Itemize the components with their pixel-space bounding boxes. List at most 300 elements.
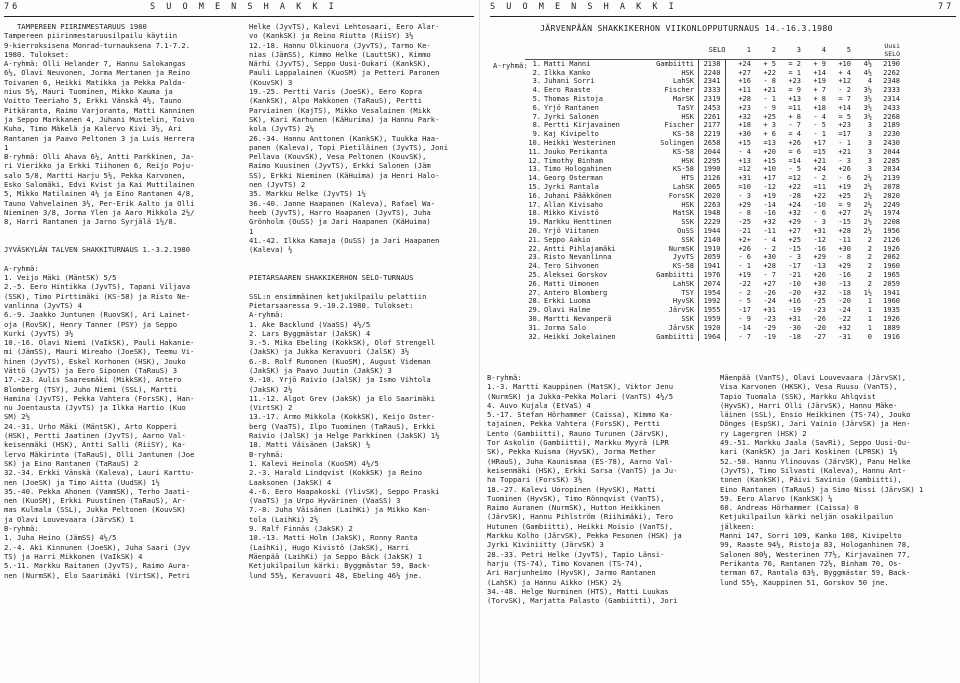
text-line: ry Lagergren (HSK) 2: [720, 428, 807, 438]
table-cell: 3½: [863, 95, 872, 103]
text-line: 1. Ake Backlund (VaaSS) 4½/5: [249, 319, 371, 329]
table-row: [525, 280, 900, 289]
table-row: [525, 245, 900, 254]
table-cell: 17.: [528, 200, 541, 209]
text-line: (HRauS), Juha Kaunismaa (ES-78), Aarno Val-: [487, 456, 674, 466]
table-cell: 2½: [863, 191, 872, 200]
table-cell: HTS: [681, 174, 694, 183]
table-cell: -22: [838, 314, 851, 323]
header-cell: 2: [751, 42, 776, 59]
table-cell: HSK: [681, 68, 694, 77]
table-cell: - 9: [763, 103, 776, 112]
table-cell: +23: [738, 103, 751, 112]
table-row: [525, 86, 900, 95]
table-cell: -20: [788, 288, 801, 297]
text-line: Mäenpää (VanTS), Olavi Louvevaara (JärvSK),: [720, 373, 907, 382]
table-cell: +32: [763, 218, 776, 227]
header-cell: Uusi SELO: [872, 42, 900, 59]
table-cell: - 2: [738, 288, 751, 297]
text-line: 1980. Tulokset:: [4, 49, 69, 59]
table-cell: 29.: [528, 306, 541, 315]
table-cell: +23: [788, 77, 801, 86]
table-cell: HSK: [681, 112, 694, 121]
table-cell: 1944: [699, 227, 726, 236]
table-row: [525, 201, 900, 210]
table-cell: MatSK: [672, 209, 694, 218]
table-cell: 3½: [863, 103, 872, 112]
table-cell: 2½: [863, 200, 872, 209]
text-line: 10.-13. Matti Holm (JakSK), Ronny Ranta: [249, 533, 418, 543]
text-line: Ari Harjunheimo (HyvSK), Jarmo Rantanen: [487, 568, 656, 578]
text-line: 1. Juha Heino (JämSS) 4½/5: [4, 533, 117, 543]
table-row: [525, 209, 900, 218]
table-cell: 28.: [528, 297, 541, 306]
table-cell: 1926: [883, 314, 900, 323]
table-cell: = 1: [788, 68, 801, 77]
text-line: SM) 2½: [4, 412, 30, 422]
text-line: 9-kierroksisena Monrad-turnauksena 7.1-7.2.: [4, 40, 191, 50]
text-line: 6.-8. Rolf Runonen (KuoSM), August Videman: [249, 356, 431, 366]
header-cell: [525, 42, 544, 59]
table-cell: +20: [763, 147, 776, 156]
text-line: ri Vierikko ja Erkki Tiihonen 6, Reijo Poju-: [4, 161, 195, 171]
text-line: Markku Kolho (JärvSK), Pekka Pesonen (HSK) ja: [487, 531, 682, 541]
table-row: [525, 77, 900, 86]
text-line: 2.-4. Aki Kinnunen (JoeSK), Juha Saari (Jyv: [4, 542, 191, 552]
table-cell: 3: [867, 138, 872, 147]
text-line: lund 55½, Keravuori 48, Ebeling 46½ jne.: [249, 570, 423, 580]
table-cell: 2074: [699, 280, 726, 289]
table-cell: +18: [738, 121, 751, 130]
table-cell: Yrjö Viitanen: [544, 226, 599, 235]
text-line: Lento (Gambiitti), Rauno Turunen (JärvSK),: [487, 428, 669, 438]
text-line: (VirtSK) 2: [249, 403, 293, 413]
text-line: JYVÄSKYLÄN TALVEN SHAKKITURNAUS 1.-3.2.1980: [4, 245, 191, 255]
header-cell: 4: [801, 42, 826, 59]
text-line: PIETARSAAREN SHAKKIKERHON SELO-TURNAUS: [249, 273, 414, 283]
table-cell: 5.: [532, 95, 541, 103]
table-cell: +17: [813, 138, 826, 147]
table-cell: Eero Raaste: [544, 86, 591, 95]
table-cell: KS-58: [672, 147, 694, 156]
text-line: Parviainen (KajTS), Mikko Vesalainen (Mikk: [249, 105, 431, 115]
text-line: Kurki (JyvTS) 3½: [4, 328, 74, 338]
table-cell: +2+: [738, 235, 751, 244]
table-cell: 1941: [883, 288, 900, 297]
text-line: nius 5½, Mauri Tuominen, Mikko Kauma ja: [4, 87, 173, 97]
table-row: [525, 95, 900, 104]
table-cell: 2: [867, 235, 872, 244]
text-line: läinen (SSL), Ensio Heikkinen (TS-74), Jouko: [720, 410, 911, 420]
header-cell: 5: [826, 42, 851, 59]
table-cell: +17: [763, 174, 776, 183]
header-cell: [851, 42, 872, 59]
text-line: (JakSK) 2½: [249, 384, 293, 394]
table-cell: 1959: [699, 315, 726, 324]
table-cell: -20: [838, 297, 851, 306]
table-cell: -19: [788, 306, 801, 315]
table-cell: -25: [738, 218, 751, 227]
table-cell: +27: [838, 209, 851, 218]
text-line: 52.-58. Hannu Ylinouvas (JärvSK), Panu Helke: [720, 456, 911, 466]
table-row: [525, 315, 900, 324]
table-cell: 2319: [699, 95, 726, 104]
table-cell: 2333: [883, 86, 900, 95]
table-cell: 1: [867, 297, 872, 306]
table-cell: 11.: [528, 147, 541, 156]
table-cell: -21: [738, 226, 751, 235]
text-line: 1: [249, 226, 254, 236]
table-cell: -22: [738, 279, 751, 288]
table-cell: Gambiitti: [656, 59, 694, 68]
table-cell: - 6: [813, 209, 826, 218]
text-line: ja Seppo Markkanen 4, Juhani Mustelin, Toivo: [4, 114, 195, 124]
table-cell: -10: [788, 279, 801, 288]
table-cell: - 1: [813, 130, 826, 139]
table-cell: =15: [813, 147, 826, 156]
table-cell: - 7: [763, 270, 776, 279]
table-cell: 1.: [532, 59, 541, 68]
table-cell: 21.: [528, 235, 541, 244]
header-cell: [544, 42, 648, 59]
text-line: 26.-34. Hannu Anttonen (KankSK), Tuukka Haa-: [249, 133, 440, 143]
table-cell: Timo Hologahinen: [544, 165, 612, 174]
table-cell: -16: [763, 209, 776, 218]
table-cell: - 8: [763, 77, 776, 86]
table-cell: 27.: [528, 288, 541, 297]
text-line: 49.-51. Markku Jaala (SavRi), Seppo Uusi-Ou-: [720, 438, 911, 448]
table-cell: +10: [838, 59, 851, 68]
table-row: [525, 333, 900, 342]
table-cell: - 7: [738, 332, 751, 341]
table-cell: 26.: [528, 279, 541, 288]
text-line: 2. Lars Byggmästar (JakSK) 4: [249, 328, 371, 338]
text-line: 32.-34. Erkki Vänskä (Kaleva), Lauri Karttu-: [4, 468, 195, 478]
table-cell: 1941: [699, 262, 726, 271]
text-line: [249, 264, 448, 273]
table-cell: 2189: [883, 121, 900, 130]
table-row: [525, 59, 900, 68]
text-line: B-ryhmä:: [249, 449, 284, 459]
text-line: mas Kulmala (SSL), Jukka Peltonen (KouvSK): [4, 505, 186, 515]
text-line: Raimo Kuusinen (JyvTS), Erkki Salonen (Jäm: [249, 161, 431, 171]
text-line: vanlinna (JyvTS) 4: [4, 300, 82, 310]
table-cell: - 4: [738, 147, 751, 156]
table-cell: 20.: [528, 226, 541, 235]
table-cell: =11: [813, 182, 826, 191]
table-cell: -15: [838, 218, 851, 227]
table-cell: 1916: [883, 332, 900, 341]
text-line: 2.-3. Harald Lindqvist (KokkSK) ja Reino: [249, 468, 423, 478]
table-cell: +14: [838, 103, 851, 112]
table-row: [525, 139, 900, 148]
table-cell: 2140: [699, 236, 726, 245]
text-line: tola (LaihKi) 2½: [249, 514, 319, 524]
text-line: Tor Askolin (Gambiitti), Markku Myyrä (LPR: [487, 438, 669, 448]
table-cell: -14: [763, 200, 776, 209]
text-line: lund 55½, Kauppinen 51, Gorskov 50 jne.: [720, 577, 889, 587]
table-cell: 15.: [528, 182, 541, 191]
table-cell: 3: [867, 147, 872, 156]
header-cell: SELO: [699, 42, 726, 59]
table-cell: = 4: [788, 130, 801, 139]
table-cell: JyvTS: [672, 253, 694, 262]
table-cell: 2: [867, 262, 872, 271]
table-cell: Seppo Aakio: [544, 235, 591, 244]
text-line: Visa Karvonen (HKSK), Vesa Ruusu (VanTS),: [720, 382, 898, 392]
table-cell: - 1: [763, 95, 776, 103]
table-cell: = 2: [788, 59, 801, 68]
standings-title: JÄRVENPÄÄN SHAKKIKERHON VIIKONLOPPUTURNAUS 14.-16.3.1980: [540, 23, 833, 33]
table-cell: =14: [788, 156, 801, 165]
table-cell: 1: [867, 314, 872, 323]
table-cell: 2249: [883, 200, 900, 209]
table-cell: 2261: [699, 113, 726, 122]
table-cell: +21: [813, 156, 826, 165]
text-line: Närhi (JyvTS), Seppo Uusi-Oukari (KankSK),: [249, 59, 431, 69]
text-line: nen (KuoSM), Erkki Puustinen (TaRauS), Ar-: [4, 496, 186, 506]
text-line: Tampereen piirinmestaruusilpailu käytiin: [4, 31, 178, 41]
table-cell: 9.: [532, 130, 541, 139]
text-line: lervo Mäkirinta (TaRauS), Olli Jantunen (Joe: [4, 449, 195, 459]
table-cell: + 5: [763, 59, 776, 68]
table-cell: - 3: [838, 156, 851, 165]
text-line: hinen (JyvTS), Eskel Korhonen (HSK), Jouko: [4, 356, 186, 366]
table-cell: Fischer: [664, 86, 694, 95]
text-line: 34.-48. Helge Nurminen (HTS), Matti Luukas: [487, 586, 669, 596]
table-row: [525, 130, 900, 139]
table-cell: 2139: [883, 174, 900, 183]
table-cell: +19: [838, 182, 851, 191]
table-row: [525, 148, 900, 157]
table-cell: = 9: [838, 200, 851, 209]
table-cell: + 8: [788, 112, 801, 121]
table-cell: 2190: [883, 59, 900, 68]
text-line: 9.-10. Yrjö Raivio (JalSK) ja Ismo Vihtola: [249, 375, 431, 385]
table-cell: +13: [788, 95, 801, 103]
table-cell: 2240: [699, 69, 726, 78]
table-cell: HyvSK: [672, 297, 694, 306]
text-line: [4, 227, 194, 236]
text-line: TS) ja Harri Mikkonen (VaIkSK) 4: [4, 551, 143, 561]
table-cell: 2059: [883, 279, 900, 288]
table-cell: +27: [763, 279, 776, 288]
text-line: Perikanta 76, Rantanen 72½, Binham 70, Os-: [720, 558, 902, 568]
text-column-2: [249, 22, 448, 580]
text-line: Laaksonen (JakSK) 4: [249, 477, 332, 487]
table-cell: SSK: [681, 314, 694, 323]
text-line: A-ryhmä:: [249, 310, 284, 320]
table-cell: -27: [813, 332, 826, 341]
table-cell: 25.: [528, 270, 541, 279]
table-cell: +32: [813, 288, 826, 297]
text-line: Dönges (EspSK), Jari Vainio (JärvSK) ja Hen-: [720, 419, 911, 429]
table-cell: +12: [838, 77, 851, 86]
table-cell: -24: [763, 297, 776, 306]
table-cell: 2: [867, 253, 872, 262]
table-cell: 1956: [883, 226, 900, 235]
table-cell: SSK: [681, 235, 694, 244]
text-column-4: [720, 373, 923, 587]
table-cell: + 6: [763, 130, 776, 139]
text-line: Kuha, Timo Mäkelä ja Kalervo Kivi 3½, Ari: [4, 124, 182, 134]
table-cell: 3: [867, 156, 872, 165]
text-line: [249, 254, 448, 263]
table-cell: - 2: [763, 244, 776, 253]
table-row: [525, 253, 900, 262]
table-cell: - 4: [813, 112, 826, 121]
table-cell: -29: [763, 323, 776, 332]
table-cell: - 8: [838, 253, 851, 262]
text-line: TAMPEREEN PIIRINMESTARUUS 1980: [4, 22, 147, 31]
table-cell: -12: [763, 182, 776, 191]
table-cell: -23: [813, 306, 826, 315]
text-line: (JakSK) ja Jukka Keravuori (JalSK) 3½: [249, 347, 410, 357]
table-cell: 1889: [883, 323, 900, 332]
table-row: [525, 289, 900, 298]
text-line: (NurmSK) ja Jukka-Pekka Molari (VanTS) 4½/5: [487, 391, 674, 401]
table-cell: +22: [813, 191, 826, 200]
table-cell: Antti Pihlajamäki: [544, 244, 616, 253]
text-line: 59. Eero Alarvo (KankSK) ½: [720, 493, 833, 503]
table-row: [525, 113, 900, 122]
table-cell: 2138: [699, 59, 726, 68]
table-cell: 1955: [699, 306, 726, 315]
text-line: 12.-18. Hannu Olkinuora (JyvTS), Tarmo Ke-: [249, 40, 431, 50]
table-cell: Olavi Halme: [544, 306, 591, 315]
text-line: (SSK), Timo Pirttimäki (KS-58) ja Risto Ne-: [4, 291, 191, 301]
table-cell: Martti Nevanperä: [544, 314, 612, 323]
text-line: SK) ja Eino Rantanen (TaRauS) 2: [4, 458, 139, 468]
table-cell: 3: [867, 165, 872, 174]
text-line: 8, Harri Rantanen ja Jarno Syrjälä 1½/8.: [4, 217, 178, 227]
table-row: [525, 183, 900, 192]
table-row: [525, 192, 900, 201]
text-column-3: [487, 373, 682, 605]
table-cell: +13: [738, 156, 751, 165]
table-cell: +26: [838, 165, 851, 174]
table-cell: +31: [763, 306, 776, 315]
text-line: (LahSK) ja Hannu Aikko (HSK) 2½: [487, 577, 622, 587]
text-line: 36.-40. Janne Haapanen (Kaleva), Rafael Wa-: [249, 198, 436, 208]
text-line: Eino Rantanen (TaRauS) ja Simo Nissi (JärvSK) 1: [720, 484, 924, 494]
text-line: 1: [4, 142, 9, 152]
table-cell: KS-58: [672, 262, 694, 271]
table-cell: Allan Kivisaho: [544, 200, 604, 209]
table-cell: 2059: [699, 253, 726, 262]
text-line: 3.-5. Mika Ebeling (KokkSK), Olof Strengell: [249, 338, 436, 348]
table-cell: +28: [738, 95, 751, 103]
table-row: [525, 218, 900, 227]
text-line: B-ryhmä:: [487, 373, 522, 382]
table-cell: - 9: [738, 314, 751, 323]
text-line: kola (JyvTS) 2½: [249, 124, 314, 134]
table-cell: =17: [838, 130, 851, 139]
table-cell: Matti Manni: [544, 59, 591, 68]
table-cell: -21: [788, 270, 801, 279]
table-cell: 32.: [528, 332, 541, 341]
table-cell: Yrjö Rantanen: [544, 103, 599, 112]
table-cell: - 7: [788, 121, 801, 130]
table-cell: +26: [738, 244, 751, 253]
text-line: keisenmäki (HSK), Erkki Sarsa (VanTS) ja Ju-: [487, 465, 678, 475]
table-cell: +27: [788, 226, 801, 235]
table-cell: 1960: [883, 262, 900, 271]
table-cell: Juhani Pääkkönen: [544, 191, 612, 200]
table-cell: Juhani Sorri: [544, 77, 595, 86]
text-line: B-ryhmä:: [4, 524, 39, 534]
table-cell: +29: [738, 200, 751, 209]
text-line: Jyrki Kiviniitty (JärvSK) 3: [487, 540, 604, 550]
table-cell: - 5: [813, 121, 826, 130]
text-line: tonen (KankSK), Päivi Savinio (Gambiitti),: [720, 475, 902, 485]
table-cell: 8.: [532, 121, 541, 130]
table-cell: 2230: [883, 130, 900, 139]
table-cell: +21: [763, 86, 776, 95]
text-line: 99, Raaste 94½, Ristoja 83, Hologanhinen 78,: [720, 540, 911, 550]
header-cell: [648, 42, 699, 59]
table-cell: 3½: [863, 112, 872, 121]
table-cell: 2348: [883, 77, 900, 86]
table-row: [525, 121, 900, 130]
table-cell: 2263: [699, 201, 726, 210]
text-line: Raimo Auranen (NurmSK), Hutton Heikkinen: [487, 503, 661, 513]
table-cell: 7.: [532, 112, 541, 121]
table-cell: 2½: [863, 209, 872, 218]
table-row: [525, 104, 900, 113]
table-cell: 1964: [699, 333, 726, 342]
table-cell: LahSK: [672, 182, 694, 191]
text-line: Voitto Teeriaho 5, Erkki Vänskä 4½, Tauno: [4, 96, 182, 106]
text-line: Blomberg (TSY), Juho Niemi (SSL), Martti: [4, 384, 178, 394]
table-cell: 1992: [699, 297, 726, 306]
text-line: 1.-3. Martti Kauppinen (MatSK), Viktor Jenu: [487, 382, 674, 392]
table-cell: Solingen: [660, 138, 694, 147]
text-line: ja Olavi Louvevaara (JärvSK) 1: [4, 514, 134, 524]
table-cell: 1976: [699, 271, 726, 280]
table-cell: 30.: [528, 314, 541, 323]
text-line: nen (NurmSK), Elo Saarimäki (VirtSK), Petri: [4, 570, 191, 580]
table-cell: ForsSK: [668, 191, 694, 200]
table-cell: -10: [813, 200, 826, 209]
text-line: berg (VaaTS), Ilpo Tuominen (TaRauS), Erkki: [249, 421, 436, 431]
table-cell: +18: [813, 103, 826, 112]
table-cell: - 3: [738, 191, 751, 200]
text-line: nen (JyvTS) 2: [249, 180, 306, 190]
table-cell: 2062: [883, 253, 900, 262]
text-line: (HSK), Pertti Jaatinen (JyvTS), Aarno Val-: [4, 431, 186, 441]
table-cell: 2333: [699, 86, 726, 95]
table-cell: + 8: [813, 95, 826, 103]
text-line: 1. Kalevi Heinola (KuoSM) 4½/5: [249, 458, 379, 468]
table-cell: 2295: [699, 157, 726, 166]
table-cell: +24: [813, 165, 826, 174]
table-row: [525, 262, 900, 271]
text-line: Tapio Tuomala (SSK), Markku Ahlqvist: [720, 391, 876, 401]
table-cell: 2126: [883, 235, 900, 244]
table-cell: 2314: [883, 95, 900, 103]
table-cell: 16.: [528, 191, 541, 200]
text-line: nias (JämSS), Kimmo Helke (LauttSK), Kimmo: [249, 49, 431, 59]
table-cell: 1960: [883, 297, 900, 306]
table-cell: +26: [788, 138, 801, 147]
table-cell: - 1: [838, 138, 851, 147]
text-line: nu Joentausta (JyvTS) ja Ilkka Hartio (Kuo: [4, 403, 186, 413]
table-cell: +16: [738, 77, 751, 86]
table-cell: -15: [788, 244, 801, 253]
table-cell: LahSK: [672, 279, 694, 288]
table-cell: +26: [813, 270, 826, 279]
